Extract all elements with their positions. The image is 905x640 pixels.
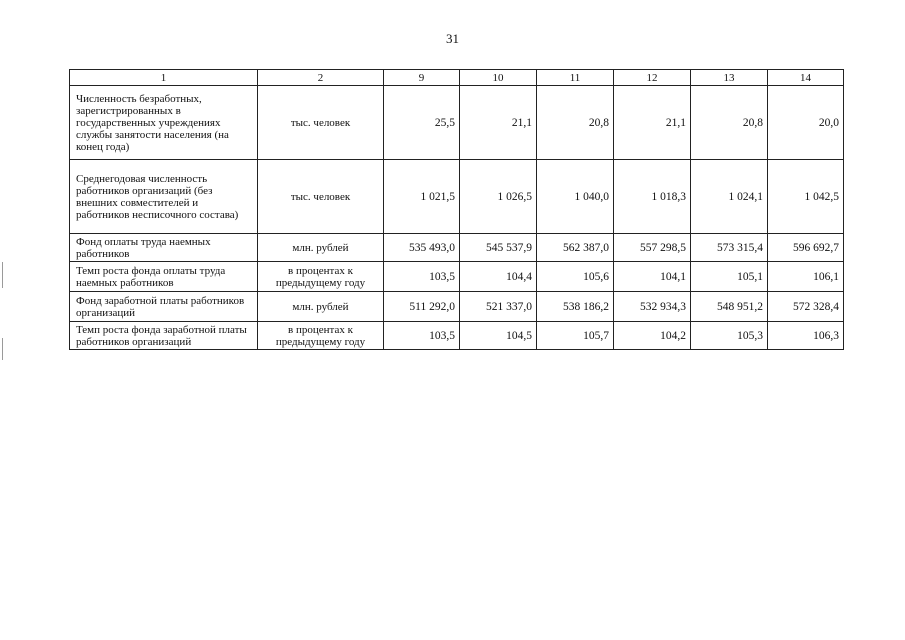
column-header: 9: [384, 70, 460, 86]
row-label: Численность безработных, зарегистрированных в государственных учреждениях службы занятости населения (на конец года): [70, 86, 258, 160]
row-unit: тыс. человек: [258, 160, 384, 234]
row-unit: млн. рублей: [258, 234, 384, 262]
row-label: Фонд оплаты труда наемных работников: [70, 234, 258, 262]
table-row: [70, 262, 844, 292]
value-cell: 25,5: [384, 86, 460, 160]
column-header: 13: [691, 70, 768, 86]
table-row: [70, 160, 844, 234]
value-cell: 1 018,3: [614, 160, 691, 234]
value-cell: 1 026,5: [460, 160, 537, 234]
value-cell: 21,1: [614, 86, 691, 160]
value-cell: 105,3: [691, 322, 768, 350]
value-cell: 103,5: [384, 262, 460, 292]
scan-edge-mark: [2, 262, 3, 288]
column-header: 1: [70, 70, 258, 86]
value-cell: 532 934,3: [614, 292, 691, 322]
value-cell: 1 024,1: [691, 160, 768, 234]
row-label: Темп роста фонда заработной платы работников организаций: [70, 322, 258, 350]
value-cell: 103,5: [384, 322, 460, 350]
value-cell: 106,3: [768, 322, 844, 350]
scan-edge-mark: [2, 338, 3, 360]
value-cell: 545 537,9: [460, 234, 537, 262]
column-header: 2: [258, 70, 384, 86]
value-cell: 104,2: [614, 322, 691, 350]
value-cell: 21,1: [460, 86, 537, 160]
value-cell: 511 292,0: [384, 292, 460, 322]
value-cell: 1 021,5: [384, 160, 460, 234]
row-unit: тыс. человек: [258, 86, 384, 160]
row-label: Фонд заработной платы работников организаций: [70, 292, 258, 322]
value-cell: 104,4: [460, 262, 537, 292]
table-row: [70, 322, 844, 350]
column-header: 12: [614, 70, 691, 86]
value-cell: 548 951,2: [691, 292, 768, 322]
table-row: [70, 234, 844, 262]
value-cell: 1 042,5: [768, 160, 844, 234]
table-header-row: [70, 70, 844, 86]
row-unit: в процентах к предыдущему году: [258, 262, 384, 292]
value-cell: 1 040,0: [537, 160, 614, 234]
value-cell: 572 328,4: [768, 292, 844, 322]
table-row: [70, 292, 844, 322]
row-unit: в процентах к предыдущему году: [258, 322, 384, 350]
value-cell: 20,8: [691, 86, 768, 160]
row-label: Темп роста фонда оплаты труда наемных работников: [70, 262, 258, 292]
value-cell: 105,1: [691, 262, 768, 292]
value-cell: 596 692,7: [768, 234, 844, 262]
column-header: 10: [460, 70, 537, 86]
value-cell: 104,1: [614, 262, 691, 292]
value-cell: 106,1: [768, 262, 844, 292]
value-cell: 105,6: [537, 262, 614, 292]
value-cell: 20,0: [768, 86, 844, 160]
value-cell: 20,8: [537, 86, 614, 160]
row-unit: млн. рублей: [258, 292, 384, 322]
column-header: 14: [768, 70, 844, 86]
value-cell: 104,5: [460, 322, 537, 350]
column-header: 11: [537, 70, 614, 86]
value-cell: 538 186,2: [537, 292, 614, 322]
value-cell: 521 337,0: [460, 292, 537, 322]
table-row: [70, 86, 844, 160]
value-cell: 535 493,0: [384, 234, 460, 262]
row-label: Среднегодовая численность работников организаций (без внешних совместителей и работников несписочного состава): [70, 160, 258, 234]
value-cell: 573 315,4: [691, 234, 768, 262]
value-cell: 105,7: [537, 322, 614, 350]
statistics-table: [69, 69, 844, 350]
page-number: 31: [446, 31, 459, 46]
value-cell: 557 298,5: [614, 234, 691, 262]
value-cell: 562 387,0: [537, 234, 614, 262]
